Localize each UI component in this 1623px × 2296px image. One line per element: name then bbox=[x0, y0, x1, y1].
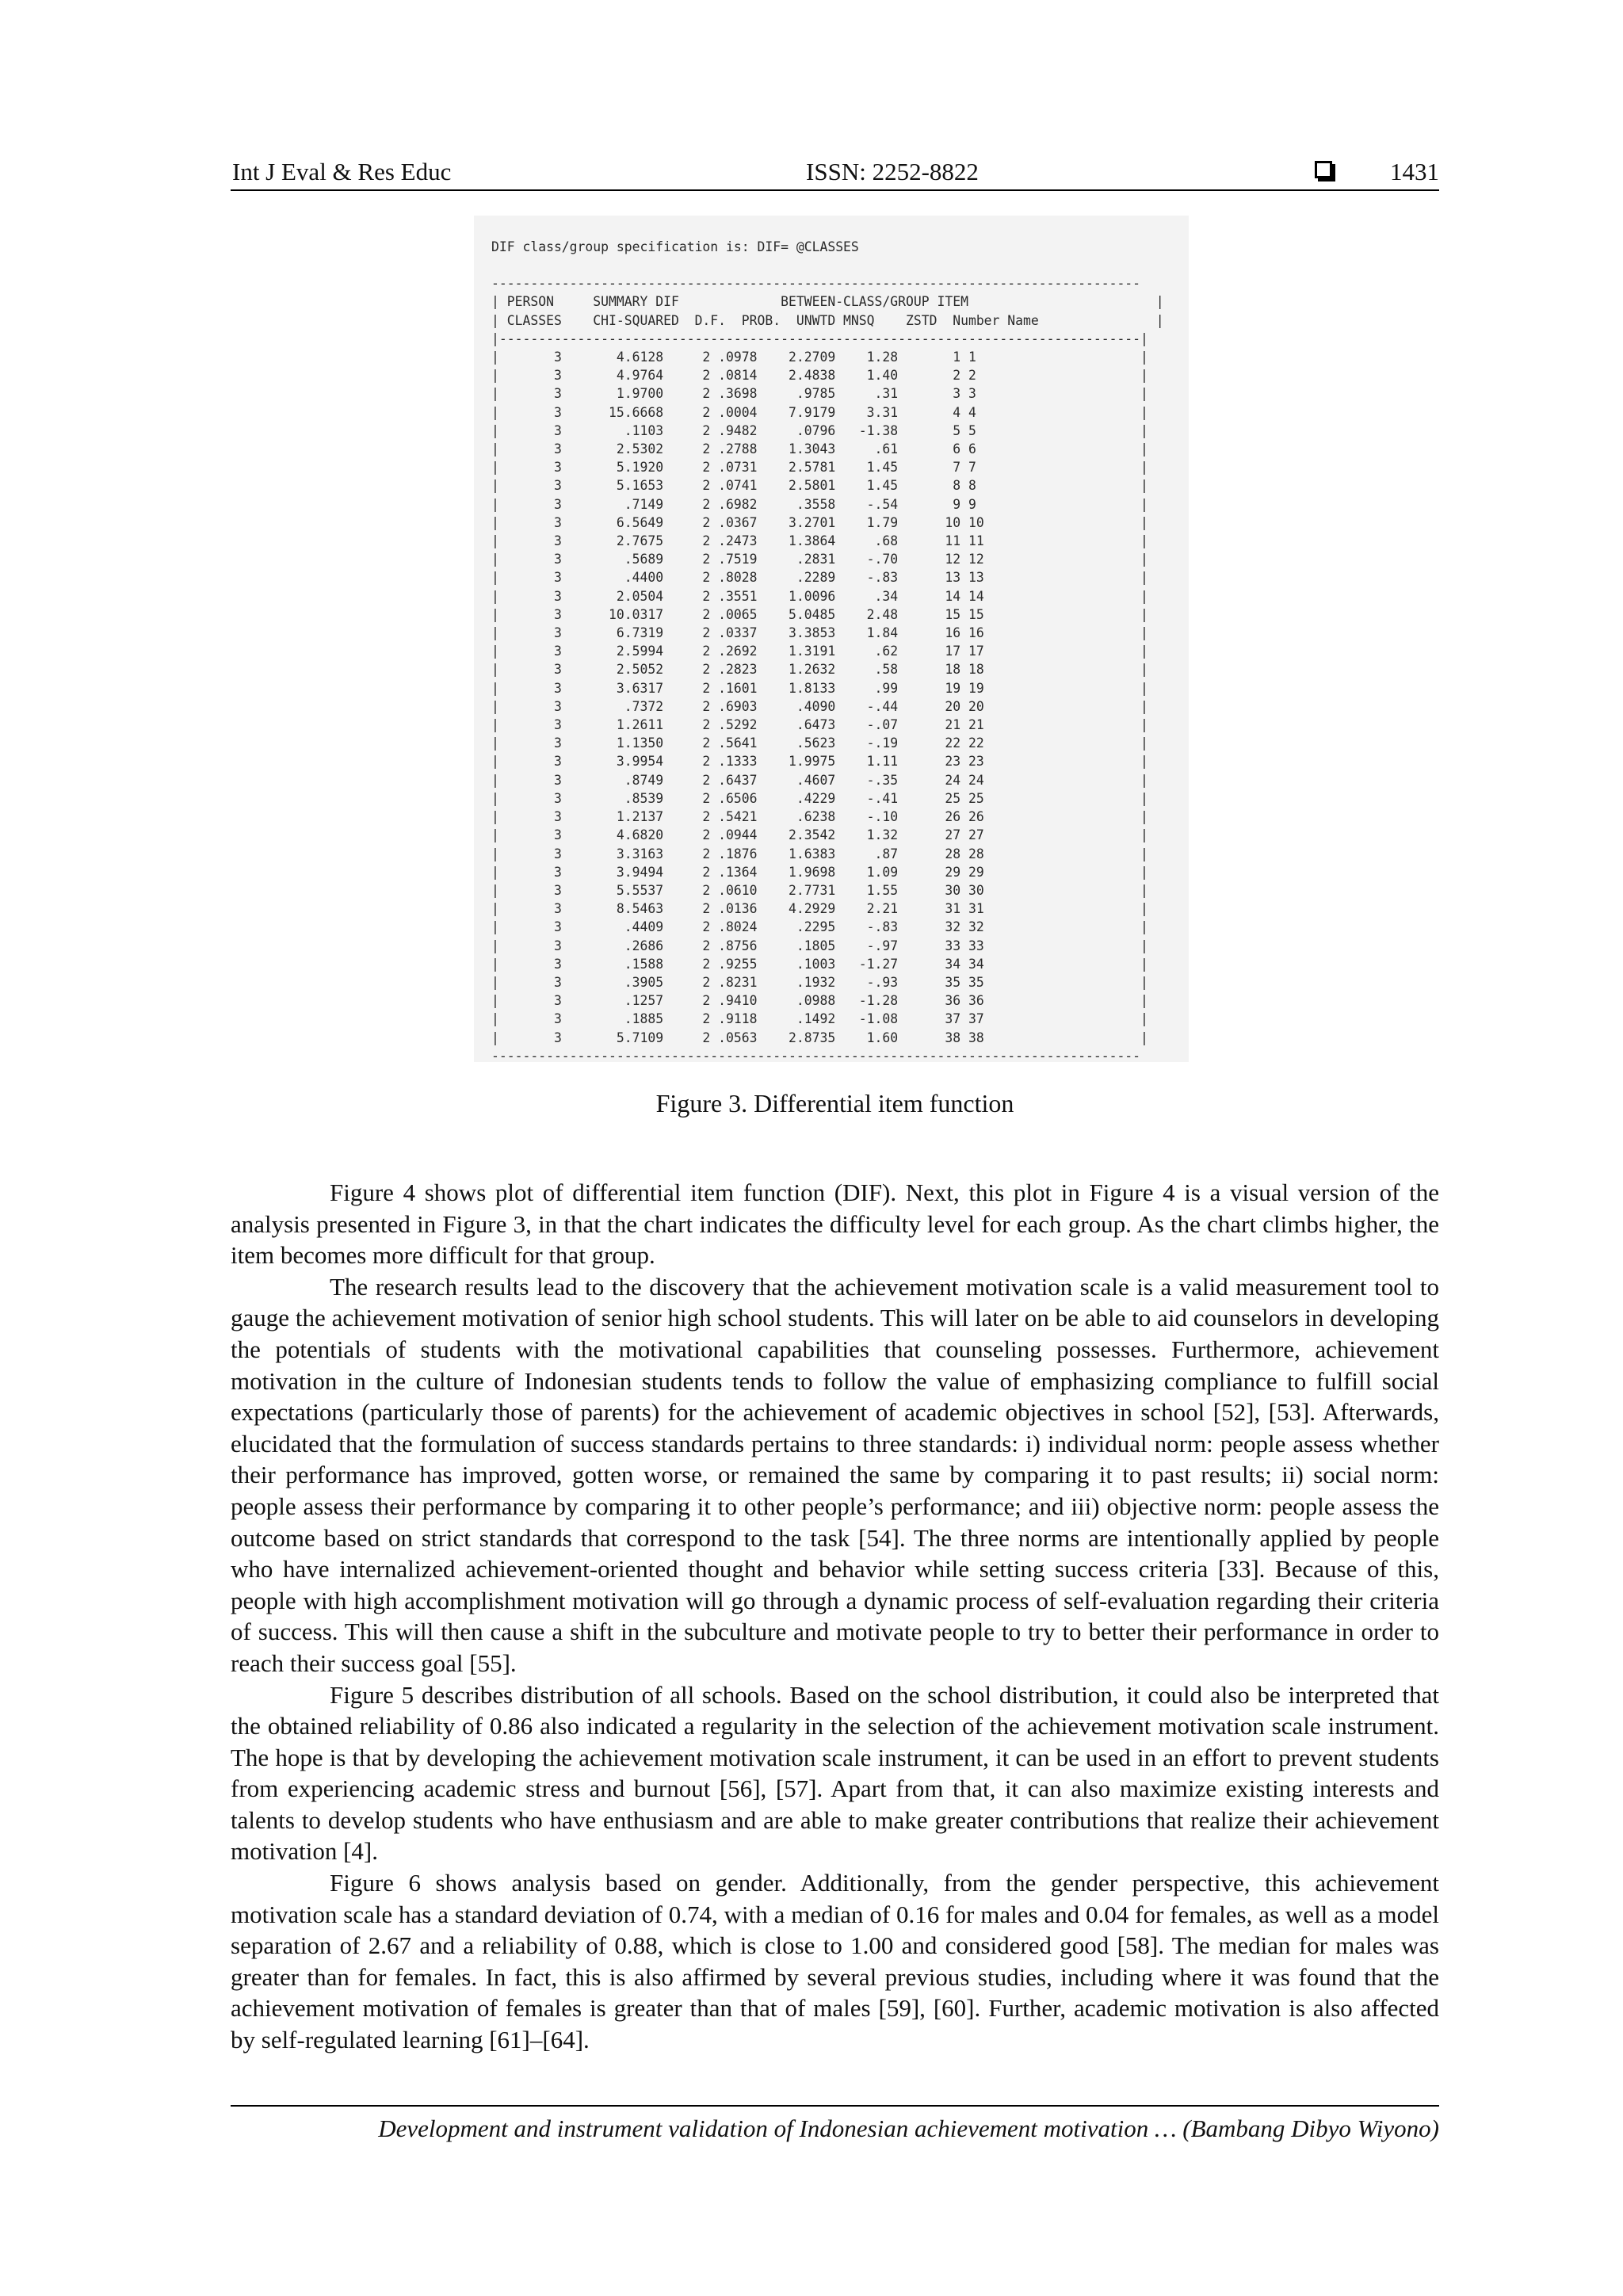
table-row: | 3 4.6128 2 .0978 2.2709 1.28 1 1 | bbox=[491, 350, 1148, 365]
table-row: | 3 .5689 2 .7519 .2831 -.70 12 12 | bbox=[491, 552, 1148, 567]
dif-spec-line: DIF class/group specification is: DIF= @CLASSES bbox=[491, 239, 859, 254]
dif-output-figure bbox=[474, 216, 1189, 1062]
table-row: | 3 .7372 2 .6903 .4090 -.44 20 20 | bbox=[491, 698, 1148, 714]
table-row: | 3 .1103 2 .9482 .0796 -1.38 5 5 | bbox=[491, 422, 1148, 438]
journal-name: Int J Eval & Res Educ bbox=[232, 158, 452, 185]
table-row: | 3 2.0504 2 .3551 1.0096 .34 14 14 | bbox=[491, 588, 1148, 604]
table-row: | 3 .2686 2 .8756 .1805 -.97 33 33 | bbox=[491, 938, 1148, 953]
paragraph: Figure 4 shows plot of differential item function (DIF). Next, this plot in Figure 4 is a visual version of the analysis presented in Figure 3, in that the chart indicates the difficulty level for each group. As the chart climbs higher, the item becomes more difficult for that group. bbox=[231, 1179, 1439, 1270]
table-row: | 3 1.9700 2 .3698 .9785 .31 3 3 | bbox=[491, 386, 1148, 402]
table-row: | 3 2.7675 2 .2473 1.3864 .68 11 11 | bbox=[491, 533, 1148, 549]
issn: ISSN: 2252-8822 bbox=[806, 158, 979, 185]
table-row: | 3 .7149 2 .6982 .3558 -.54 9 9 | bbox=[491, 496, 1148, 512]
table-top-rule: ----------------------------------------------------------------------------------- bbox=[491, 276, 1141, 292]
table-row: | 3 4.9764 2 .0814 2.4838 1.40 2 2 | bbox=[491, 368, 1148, 384]
body-text bbox=[231, 1177, 1439, 2056]
table-row: | 3 2.5994 2 .2692 1.3191 .62 17 17 | bbox=[491, 644, 1148, 659]
table-row: | 3 .3905 2 .8231 .1932 -.93 35 35 | bbox=[491, 974, 1148, 990]
paragraph: Figure 5 describes distribution of all schools. Based on the school distribution, it could also be interpreted that the obtained reliability of 0.86 also indicated a regularity in the selection of the achievement motivation scale instrument. The hope is that by developing the achievement motivation scale instrument, it can be used in an effort to prevent students from experiencing academic stress and burnout [56], [57]. Apart from that, it can also maximize existing interests and talents to develop students who have enthusiasm and are able to make greater contributions that realize their achievement motivation [4]. bbox=[231, 1680, 1439, 1866]
table-row: | 3 1.2611 2 .5292 .6473 -.07 21 21 | bbox=[491, 717, 1148, 733]
page-footer: Development and instrument validation of Indonesian achievement motivation … (Bambang Dibyo Wiyono) bbox=[231, 2105, 1439, 2143]
table-row: | 3 5.7109 2 .0563 2.8735 1.60 38 38 | bbox=[491, 1030, 1148, 1045]
page-number: 1431 bbox=[1390, 158, 1439, 185]
table-row: | 3 5.5537 2 .0610 2.7731 1.55 30 30 | bbox=[491, 882, 1148, 898]
table-row: | 3 .1588 2 .9255 .1003 -1.27 34 34 | bbox=[491, 956, 1148, 972]
table-row: | 3 .8539 2 .6506 .4229 -.41 25 25 | bbox=[491, 790, 1148, 806]
table-row: | 3 .1885 2 .9118 .1492 -1.08 37 37 | bbox=[491, 1011, 1148, 1027]
table-row: | 3 2.5302 2 .2788 1.3043 .61 6 6 | bbox=[491, 441, 1148, 457]
square-bullet-icon bbox=[1315, 161, 1332, 178]
dif-table-body bbox=[491, 348, 1189, 1047]
table-row: | 3 8.5463 2 .0136 4.2929 2.21 31 31 | bbox=[491, 901, 1148, 917]
table-row: | 3 6.5649 2 .0367 3.2701 1.79 10 10 | bbox=[491, 514, 1148, 530]
table-row: | 3 .8749 2 .6437 .4607 -.35 24 24 | bbox=[491, 772, 1148, 788]
table-row: | 3 5.1653 2 .0741 2.5801 1.45 8 8 | bbox=[491, 478, 1148, 494]
figure-caption: Figure 3. Differential item function bbox=[655, 1089, 1014, 1117]
table-row: | 3 3.9494 2 .1364 1.9698 1.09 29 29 | bbox=[491, 864, 1148, 880]
paragraph: Figure 6 shows analysis based on gender. Additionally, from the gender perspective, this achievement motivation scale has a standard deviation of 0.74, with a median of 0.16 for males and 0.04 for females, as well as a model separation of 2.67 and a reliability of 0.88, which is close to 1.00 and considered good [58]. The median for males was greater than for females. In fact, this is also affirmed by several previous studies, including where it was found that the achievement motivation of females is greater than that of males [59], [60]. Further, academic motivation is also affected by self-regulated learning [61]–[64]. bbox=[231, 1869, 1439, 2054]
table-row: | 3 .1257 2 .9410 .0988 -1.28 36 36 | bbox=[491, 993, 1148, 1009]
table-row: | 3 1.1350 2 .5641 .5623 -.19 22 22 | bbox=[491, 735, 1148, 751]
table-header-separator: |----------------------------------------------------------------------------------| bbox=[491, 330, 1148, 346]
table-row: | 3 4.6820 2 .0944 2.3542 1.32 27 27 | bbox=[491, 827, 1148, 843]
table-row: | 3 6.7319 2 .0337 3.3853 1.84 16 16 | bbox=[491, 625, 1148, 641]
table-row: | 3 10.0317 2 .0065 5.0485 2.48 15 15 | bbox=[491, 606, 1148, 622]
table-header-row-1: | PERSON SUMMARY DIF BETWEEN-CLASS/GROUP ITEM | bbox=[491, 294, 1164, 310]
table-row: | 3 3.9954 2 .1333 1.9975 1.11 23 23 | bbox=[491, 754, 1148, 770]
table-bottom-rule: ----------------------------------------------------------------------------------- bbox=[491, 1048, 1141, 1062]
table-row: | 3 15.6668 2 .0004 7.9179 3.31 4 4 | bbox=[491, 404, 1148, 420]
table-row: | 3 5.1920 2 .0731 2.5781 1.45 7 7 | bbox=[491, 460, 1148, 476]
page-header bbox=[231, 155, 1439, 191]
table-row: | 3 1.2137 2 .5421 .6238 -.10 26 26 | bbox=[491, 809, 1148, 825]
table-row: | 3 .4400 2 .8028 .2289 -.83 13 13 | bbox=[491, 570, 1148, 586]
table-row: | 3 2.5052 2 .2823 1.2632 .58 18 18 | bbox=[491, 662, 1148, 678]
paragraph: The research results lead to the discovery that the achievement motivation scale is a valid measurement tool to gauge the achievement motivation of senior high school students. This will later on be able to aid counselors in developing the potentials of students with the motivational capabilities that counseling possesses. Furthermore, achievement motivation in the culture of Indonesian students tends to follow the value of emphasizing compliance to fulfill social expectations (particularly those of parents) for the achievement of academic objectives in school [52], [53]. Afterwards, elucidated that the formulation of success standards pertains to three standards: i) individual norm: people assess whether their performance has improved, gotten worse, or remained the same by comparing it to past results; ii) social norm: people assess their performance by comparing it to other people’s performance; and iii) objective norm: people assess the outcome based on strict standards that correspond to the task [54]. The three norms are intentionally applied by people who have internalized achievement-oriented thought and behavior while setting success criteria [33]. Because of this, people with high accomplishment motivation will go through a dynamic process of self-evaluation regarding their criteria of success. This will then cause a shift in the subculture and motivate people to try to better their performance in order to reach their success goal [55]. bbox=[231, 1272, 1439, 1677]
table-row: | 3 3.6317 2 .1601 1.8133 .99 19 19 | bbox=[491, 680, 1148, 696]
table-header-row-2: | CLASSES CHI-SQUARED D.F. PROB. UNWTD MNSQ ZSTD Number Name | bbox=[491, 312, 1164, 328]
table-row: | 3 3.3163 2 .1876 1.6383 .87 28 28 | bbox=[491, 846, 1148, 861]
table-row: | 3 .4409 2 .8024 .2295 -.83 32 32 | bbox=[491, 919, 1148, 935]
